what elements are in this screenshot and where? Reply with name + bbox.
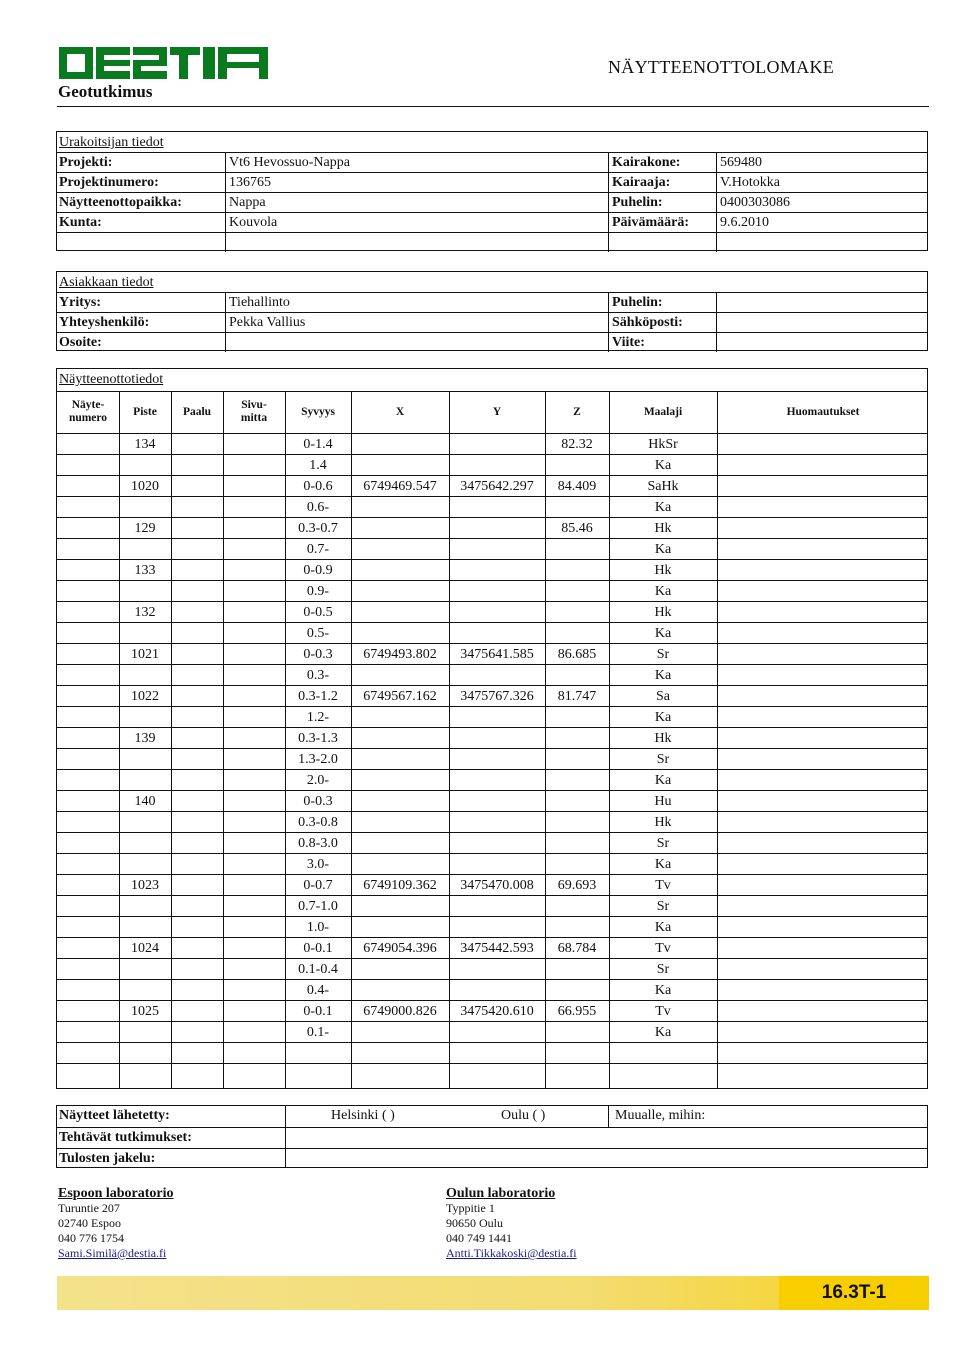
cell-point[interactable]: 1025 xyxy=(131,1004,159,1019)
results-label: Tulosten jakelu: xyxy=(59,1151,156,1166)
table-row xyxy=(57,811,927,832)
table-row xyxy=(57,937,927,958)
cell-point[interactable]: 1024 xyxy=(131,941,159,956)
cell-x[interactable] xyxy=(351,770,449,791)
cell-soil[interactable]: Ka xyxy=(654,1025,672,1040)
cell-depth[interactable]: 0.3-0.8 xyxy=(298,815,338,830)
cell-x[interactable] xyxy=(351,539,449,560)
contractor-section xyxy=(56,131,928,251)
site-label: Näytteenottopaikka: xyxy=(59,195,182,210)
col-pile: Paalu xyxy=(182,406,212,418)
cell-y[interactable] xyxy=(449,854,545,875)
cell-soil[interactable]: Hk xyxy=(654,521,672,536)
municipality-value[interactable]: Kouvola xyxy=(229,215,278,230)
cell-point[interactable] xyxy=(119,1064,171,1085)
cell-x[interactable] xyxy=(351,917,449,938)
rig-value[interactable]: 569480 xyxy=(720,155,762,170)
cell-y[interactable] xyxy=(449,980,545,1001)
espoo-lab-title: Espoon laboratorio xyxy=(58,1186,174,1201)
cell-z[interactable]: 68.784 xyxy=(557,941,597,956)
cell-point[interactable]: 129 xyxy=(134,521,156,536)
municipality-label: Kunta: xyxy=(59,215,102,230)
cell-x[interactable] xyxy=(351,518,449,539)
cell-soil[interactable]: Tv xyxy=(655,878,671,893)
tests-label: Tehtävät tutkimukset: xyxy=(59,1130,192,1145)
header-divider xyxy=(57,106,929,107)
client-phone-value[interactable] xyxy=(718,293,927,313)
cell-depth[interactable]: 1.2- xyxy=(306,710,330,725)
cell-z[interactable] xyxy=(545,623,609,644)
espoo-email-link[interactable]: Sami.Similä@destia.fi xyxy=(58,1246,167,1260)
cell-soil[interactable]: Ka xyxy=(654,857,672,872)
cell-x[interactable]: 6749469.547 xyxy=(363,479,437,494)
cell-x[interactable] xyxy=(351,602,449,623)
municipality-row xyxy=(57,212,927,232)
cell-x[interactable] xyxy=(351,749,449,770)
table-row xyxy=(57,538,927,559)
cell-depth[interactable]: 0.5- xyxy=(306,626,330,641)
cell-z[interactable] xyxy=(545,455,609,476)
email-value[interactable] xyxy=(718,313,927,333)
project-no-label: Projektinumero: xyxy=(59,175,159,190)
cell-z[interactable] xyxy=(545,707,609,728)
cell-y[interactable] xyxy=(449,833,545,854)
cell-soil[interactable]: Tv xyxy=(655,1004,671,1019)
cell-y[interactable] xyxy=(449,665,545,686)
cell-z[interactable]: 86.685 xyxy=(557,647,597,662)
table-row xyxy=(57,475,927,496)
cell-z[interactable] xyxy=(545,959,609,980)
cell-point[interactable] xyxy=(119,833,171,854)
cell-soil[interactable] xyxy=(609,1064,717,1085)
cell-z[interactable]: 85.46 xyxy=(561,521,593,536)
cell-z[interactable] xyxy=(545,833,609,854)
cell-depth[interactable]: 2.0- xyxy=(306,773,330,788)
cell-soil[interactable]: Ka xyxy=(654,920,672,935)
cell-point[interactable]: 132 xyxy=(134,605,156,620)
col-point: Piste xyxy=(133,406,157,418)
cell-soil[interactable]: Hu xyxy=(654,794,672,809)
cell-soil[interactable]: Ka xyxy=(654,773,672,788)
cell-depth[interactable]: 0.9- xyxy=(306,584,330,599)
espoo-lab xyxy=(58,1186,174,1261)
empty-row xyxy=(57,232,927,252)
cell-y[interactable] xyxy=(449,518,545,539)
table-row xyxy=(57,433,927,454)
cell-soil[interactable]: Sr xyxy=(656,752,670,767)
cell-depth[interactable]: 0-0.9 xyxy=(303,563,333,578)
cell-y[interactable] xyxy=(449,1043,545,1064)
cell-depth[interactable]: 0.6- xyxy=(306,500,330,515)
cell-soil[interactable]: Ka xyxy=(654,542,672,557)
cell-depth[interactable]: 0-0.5 xyxy=(303,605,333,620)
cell-depth[interactable]: 0.1-0.4 xyxy=(298,962,338,977)
cell-x[interactable] xyxy=(351,455,449,476)
cell-depth[interactable]: 0.7-1.0 xyxy=(298,899,338,914)
footer-banner xyxy=(57,1276,929,1310)
cell-soil[interactable] xyxy=(609,1043,717,1064)
cell-x[interactable]: 6749493.802 xyxy=(363,647,437,662)
cell-z[interactable] xyxy=(545,539,609,560)
cell-soil[interactable]: Sr xyxy=(656,962,670,977)
cell-z[interactable]: 69.693 xyxy=(557,878,597,893)
cell-depth[interactable]: 0.8-3.0 xyxy=(298,836,338,851)
cell-depth[interactable]: 0.7- xyxy=(306,542,330,557)
client-title: Asiakkaan tiedot xyxy=(59,275,154,290)
cell-soil[interactable]: Ka xyxy=(654,710,672,725)
col-depth: Syvyys xyxy=(301,406,335,418)
driller-label: Kairaaja: xyxy=(612,175,671,190)
cell-x[interactable] xyxy=(351,980,449,1001)
cell-point[interactable] xyxy=(119,854,171,875)
cell-point[interactable]: 140 xyxy=(134,794,156,809)
cell-x[interactable] xyxy=(351,1043,449,1064)
cell-point[interactable] xyxy=(119,581,171,602)
cell-x[interactable] xyxy=(351,497,449,518)
cell-depth[interactable]: 0-0.7 xyxy=(303,878,333,893)
cell-x[interactable] xyxy=(351,434,449,455)
cell-depth[interactable]: 1.3-2.0 xyxy=(298,752,338,767)
cell-x[interactable]: 6749109.362 xyxy=(363,878,437,893)
cell-z[interactable] xyxy=(545,770,609,791)
cell-y[interactable] xyxy=(449,560,545,581)
table-row xyxy=(57,727,927,748)
cell-point[interactable] xyxy=(119,665,171,686)
cell-y[interactable] xyxy=(449,749,545,770)
cell-point[interactable] xyxy=(119,959,171,980)
cell-soil[interactable]: Ka xyxy=(654,458,672,473)
oulu-phone: 040 749 1441 xyxy=(446,1231,512,1245)
site-value[interactable]: Nappa xyxy=(229,195,266,210)
cell-depth[interactable]: 0.3- xyxy=(306,668,330,683)
form-code: 16.3T-1 xyxy=(779,1276,929,1310)
cell-x[interactable] xyxy=(351,833,449,854)
company-label: Yritys: xyxy=(59,295,101,310)
col-soil: Maalaji xyxy=(643,406,683,418)
oulu-street: Typpitie 1 xyxy=(446,1201,495,1215)
cell-depth[interactable] xyxy=(285,1064,351,1085)
col-sample-no: Näyte- numero xyxy=(68,399,108,424)
cell-depth[interactable]: 0.3-1.3 xyxy=(298,731,338,746)
rig-label: Kairakone: xyxy=(612,155,681,170)
cell-z[interactable] xyxy=(545,1064,609,1085)
cell-x[interactable] xyxy=(351,581,449,602)
col-x: X xyxy=(395,406,405,418)
cell-soil[interactable]: Sr xyxy=(656,647,670,662)
table-row xyxy=(57,958,927,979)
cell-y[interactable]: 3475420.610 xyxy=(460,1004,534,1019)
cell-y[interactable] xyxy=(449,602,545,623)
cell-z[interactable] xyxy=(545,1022,609,1043)
cell-soil[interactable]: Ka xyxy=(654,983,672,998)
client-section xyxy=(56,271,928,351)
table-row xyxy=(57,454,927,475)
ref-value[interactable] xyxy=(718,333,927,353)
cell-point[interactable] xyxy=(119,917,171,938)
cell-point[interactable] xyxy=(119,707,171,728)
contractor-title: Urakoitsijan tiedot xyxy=(59,135,164,150)
cell-depth[interactable]: 0-0.6 xyxy=(303,479,333,494)
table-row xyxy=(57,643,927,664)
cell-z[interactable]: 84.409 xyxy=(557,479,597,494)
cell-z[interactable] xyxy=(545,581,609,602)
cell-y[interactable]: 3475642.297 xyxy=(460,479,534,494)
cell-depth[interactable]: 0-0.3 xyxy=(303,794,333,809)
table-row xyxy=(57,874,927,895)
cell-y[interactable] xyxy=(449,812,545,833)
table-row xyxy=(57,853,927,874)
table-row xyxy=(57,979,927,1000)
cell-x[interactable] xyxy=(351,707,449,728)
project-row xyxy=(57,152,927,172)
results-row xyxy=(57,1148,927,1169)
driller-value[interactable]: V.Hotokka xyxy=(720,175,781,190)
cell-x[interactable]: 6749567.162 xyxy=(363,689,437,704)
sent-label: Näytteet lähetetty: xyxy=(59,1108,170,1123)
cell-y[interactable]: 3475442.593 xyxy=(460,941,534,956)
cell-x[interactable]: 6749000.826 xyxy=(363,1004,437,1019)
cell-soil[interactable]: Ka xyxy=(654,500,672,515)
cell-y[interactable] xyxy=(449,623,545,644)
brand-subtitle: Geotutkimus xyxy=(58,82,153,101)
cell-y[interactable] xyxy=(449,791,545,812)
cell-z[interactable]: 82.32 xyxy=(561,437,593,452)
cell-z[interactable]: 66.955 xyxy=(557,1004,597,1019)
cell-y[interactable]: 3475767.326 xyxy=(460,689,534,704)
date-value[interactable]: 9.6.2010 xyxy=(720,215,769,230)
cell-point[interactable] xyxy=(119,1043,171,1064)
cell-x[interactable]: 6749054.396 xyxy=(363,941,437,956)
cell-soil[interactable]: Tv xyxy=(655,941,671,956)
table-row xyxy=(57,895,927,916)
cell-y[interactable] xyxy=(449,770,545,791)
col-y: Y xyxy=(492,406,502,418)
table-row xyxy=(57,1042,927,1063)
cell-x[interactable] xyxy=(351,1064,449,1085)
cell-point[interactable]: 139 xyxy=(134,731,156,746)
cell-point[interactable] xyxy=(119,749,171,770)
table-row xyxy=(57,832,927,853)
cell-z[interactable]: 81.747 xyxy=(557,689,597,704)
oulu-lab xyxy=(446,1186,577,1261)
col-notes: Huomautukset xyxy=(786,406,860,418)
table-row xyxy=(57,685,927,706)
espoo-street: Turuntie 207 xyxy=(58,1201,120,1215)
col-z: Z xyxy=(573,406,581,418)
form-title: NÄYTTEENOTTOLOMAKE xyxy=(608,57,835,77)
cell-point[interactable] xyxy=(119,1022,171,1043)
cell-z[interactable] xyxy=(545,917,609,938)
cell-z[interactable] xyxy=(545,896,609,917)
cell-depth[interactable]: 0.1- xyxy=(306,1025,330,1040)
cell-x[interactable] xyxy=(351,1022,449,1043)
cell-point[interactable] xyxy=(119,455,171,476)
cell-y[interactable] xyxy=(449,539,545,560)
table-row xyxy=(57,517,927,538)
cell-y[interactable] xyxy=(449,497,545,518)
table-row xyxy=(57,706,927,727)
oulu-lab-title: Oulun laboratorio xyxy=(446,1186,556,1201)
table-row xyxy=(57,769,927,790)
espoo-city: 02740 Espoo xyxy=(58,1216,121,1230)
project-no-row xyxy=(57,172,927,192)
cell-point[interactable]: 1020 xyxy=(131,479,159,494)
table-row xyxy=(57,664,927,685)
cell-x[interactable] xyxy=(351,560,449,581)
cell-point[interactable] xyxy=(119,497,171,518)
cell-point[interactable] xyxy=(119,896,171,917)
oulu-email-link[interactable]: Antti.Tikkakoski@destia.fi xyxy=(446,1246,577,1260)
cell-soil[interactable]: SaHk xyxy=(647,479,679,494)
sent-row xyxy=(57,1106,927,1127)
tests-row xyxy=(57,1127,927,1148)
cell-depth[interactable]: 3.0- xyxy=(306,857,330,872)
cell-z[interactable] xyxy=(545,1043,609,1064)
cell-y[interactable]: 3475470.008 xyxy=(460,878,534,893)
cell-x[interactable] xyxy=(351,959,449,980)
cell-y[interactable]: 3475641.585 xyxy=(460,647,534,662)
cell-depth[interactable]: 0-0.1 xyxy=(303,941,333,956)
cell-z[interactable] xyxy=(545,497,609,518)
table-row xyxy=(57,601,927,622)
table-row xyxy=(57,559,927,580)
cell-y[interactable] xyxy=(449,896,545,917)
table-row xyxy=(57,1063,927,1084)
cell-z[interactable] xyxy=(545,728,609,749)
site-row xyxy=(57,192,927,212)
table-row xyxy=(57,790,927,811)
address-row xyxy=(57,332,927,352)
address-label: Osoite: xyxy=(59,335,102,350)
company-value[interactable]: Tiehallinto xyxy=(229,295,290,310)
cell-soil[interactable]: Sr xyxy=(656,836,670,851)
cell-soil[interactable]: Hk xyxy=(654,731,672,746)
cell-z[interactable] xyxy=(545,602,609,623)
espoo-phone: 040 776 1754 xyxy=(58,1231,124,1245)
cell-depth[interactable]: 1.4 xyxy=(309,458,327,473)
cell-y[interactable] xyxy=(449,455,545,476)
cell-depth[interactable]: 0-0.3 xyxy=(303,647,333,662)
cell-y[interactable] xyxy=(449,917,545,938)
cell-z[interactable] xyxy=(545,854,609,875)
cell-z[interactable] xyxy=(545,749,609,770)
cell-soil[interactable]: Hk xyxy=(654,563,672,578)
cell-soil[interactable]: Hk xyxy=(654,815,672,830)
cell-x[interactable] xyxy=(351,896,449,917)
cell-point[interactable]: 133 xyxy=(134,563,156,578)
other-option[interactable]: Muualle, mihin: xyxy=(615,1108,706,1123)
samples-section xyxy=(56,368,928,1089)
cell-depth[interactable]: 0.3-0.7 xyxy=(298,521,338,536)
destia-logo xyxy=(57,43,270,83)
cell-soil[interactable]: Sa xyxy=(656,689,670,704)
cell-z[interactable] xyxy=(545,980,609,1001)
cell-point[interactable] xyxy=(119,770,171,791)
cell-x[interactable] xyxy=(351,791,449,812)
cell-y[interactable] xyxy=(449,434,545,455)
cell-z[interactable] xyxy=(545,665,609,686)
table-row xyxy=(57,748,927,769)
cell-soil[interactable]: Ka xyxy=(654,584,672,599)
contact-value[interactable]: Pekka Vallius xyxy=(229,315,306,330)
cell-point[interactable]: 134 xyxy=(134,437,156,452)
cell-point[interactable]: 1022 xyxy=(131,689,159,704)
table-row xyxy=(57,916,927,937)
cell-point[interactable] xyxy=(119,980,171,1001)
table-row xyxy=(57,1021,927,1042)
cell-x[interactable] xyxy=(351,665,449,686)
cell-x[interactable] xyxy=(351,812,449,833)
phone-value[interactable]: 0400303086 xyxy=(720,195,790,210)
table-row xyxy=(57,1000,927,1021)
project-value[interactable]: Vt6 Hevossuo-Nappa xyxy=(229,155,350,170)
date-label: Päivämäärä: xyxy=(612,215,689,230)
cell-point[interactable]: 1021 xyxy=(131,647,159,662)
cell-point[interactable] xyxy=(119,812,171,833)
cell-depth[interactable]: 0.3-1.2 xyxy=(298,689,338,704)
table-row xyxy=(57,496,927,517)
cell-y[interactable] xyxy=(449,728,545,749)
helsinki-option[interactable]: Helsinki ( ) xyxy=(331,1108,395,1123)
samples-title: Näytteenottotiedot xyxy=(59,372,164,387)
project-no-value[interactable]: 136765 xyxy=(229,175,271,190)
cell-soil[interactable]: HkSr xyxy=(648,437,678,452)
cell-y[interactable] xyxy=(449,707,545,728)
cell-z[interactable] xyxy=(545,812,609,833)
cell-y[interactable] xyxy=(449,581,545,602)
cell-x[interactable] xyxy=(351,623,449,644)
table-row xyxy=(57,622,927,643)
cell-x[interactable] xyxy=(351,728,449,749)
contact-row xyxy=(57,312,927,332)
cell-soil[interactable]: Ka xyxy=(654,626,672,641)
col-offset: Sivu- mitta xyxy=(240,399,268,424)
oulu-option[interactable]: Oulu ( ) xyxy=(501,1108,546,1123)
cell-y[interactable] xyxy=(449,1022,545,1043)
project-label: Projekti: xyxy=(59,155,113,170)
phone-label: Puhelin: xyxy=(612,195,663,210)
cell-depth[interactable]: 0-1.4 xyxy=(303,437,333,452)
cell-x[interactable] xyxy=(351,854,449,875)
cell-depth[interactable]: 1.0- xyxy=(306,920,330,935)
email-label: Sähköposti: xyxy=(612,315,683,330)
cell-depth[interactable]: 0-0.1 xyxy=(303,1004,333,1019)
cell-depth[interactable]: 0.4- xyxy=(306,983,330,998)
client-phone-label: Puhelin: xyxy=(612,295,663,310)
table-row xyxy=(57,580,927,601)
cell-point[interactable]: 1023 xyxy=(131,878,159,893)
oulu-city: 90650 Oulu xyxy=(446,1216,503,1230)
cell-soil[interactable]: Ka xyxy=(654,668,672,683)
cell-z[interactable] xyxy=(545,560,609,581)
cell-point[interactable] xyxy=(119,623,171,644)
address-value[interactable] xyxy=(227,333,607,353)
cell-y[interactable] xyxy=(449,959,545,980)
shipping-section xyxy=(56,1105,928,1168)
cell-y[interactable] xyxy=(449,1064,545,1085)
cell-depth[interactable] xyxy=(285,1043,351,1064)
cell-z[interactable] xyxy=(545,791,609,812)
contact-label: Yhteyshenkilö: xyxy=(59,315,150,330)
cell-point[interactable] xyxy=(119,539,171,560)
company-row xyxy=(57,292,927,312)
cell-soil[interactable]: Sr xyxy=(656,899,670,914)
cell-soil[interactable]: Hk xyxy=(654,605,672,620)
ref-label: Viite: xyxy=(612,335,645,350)
